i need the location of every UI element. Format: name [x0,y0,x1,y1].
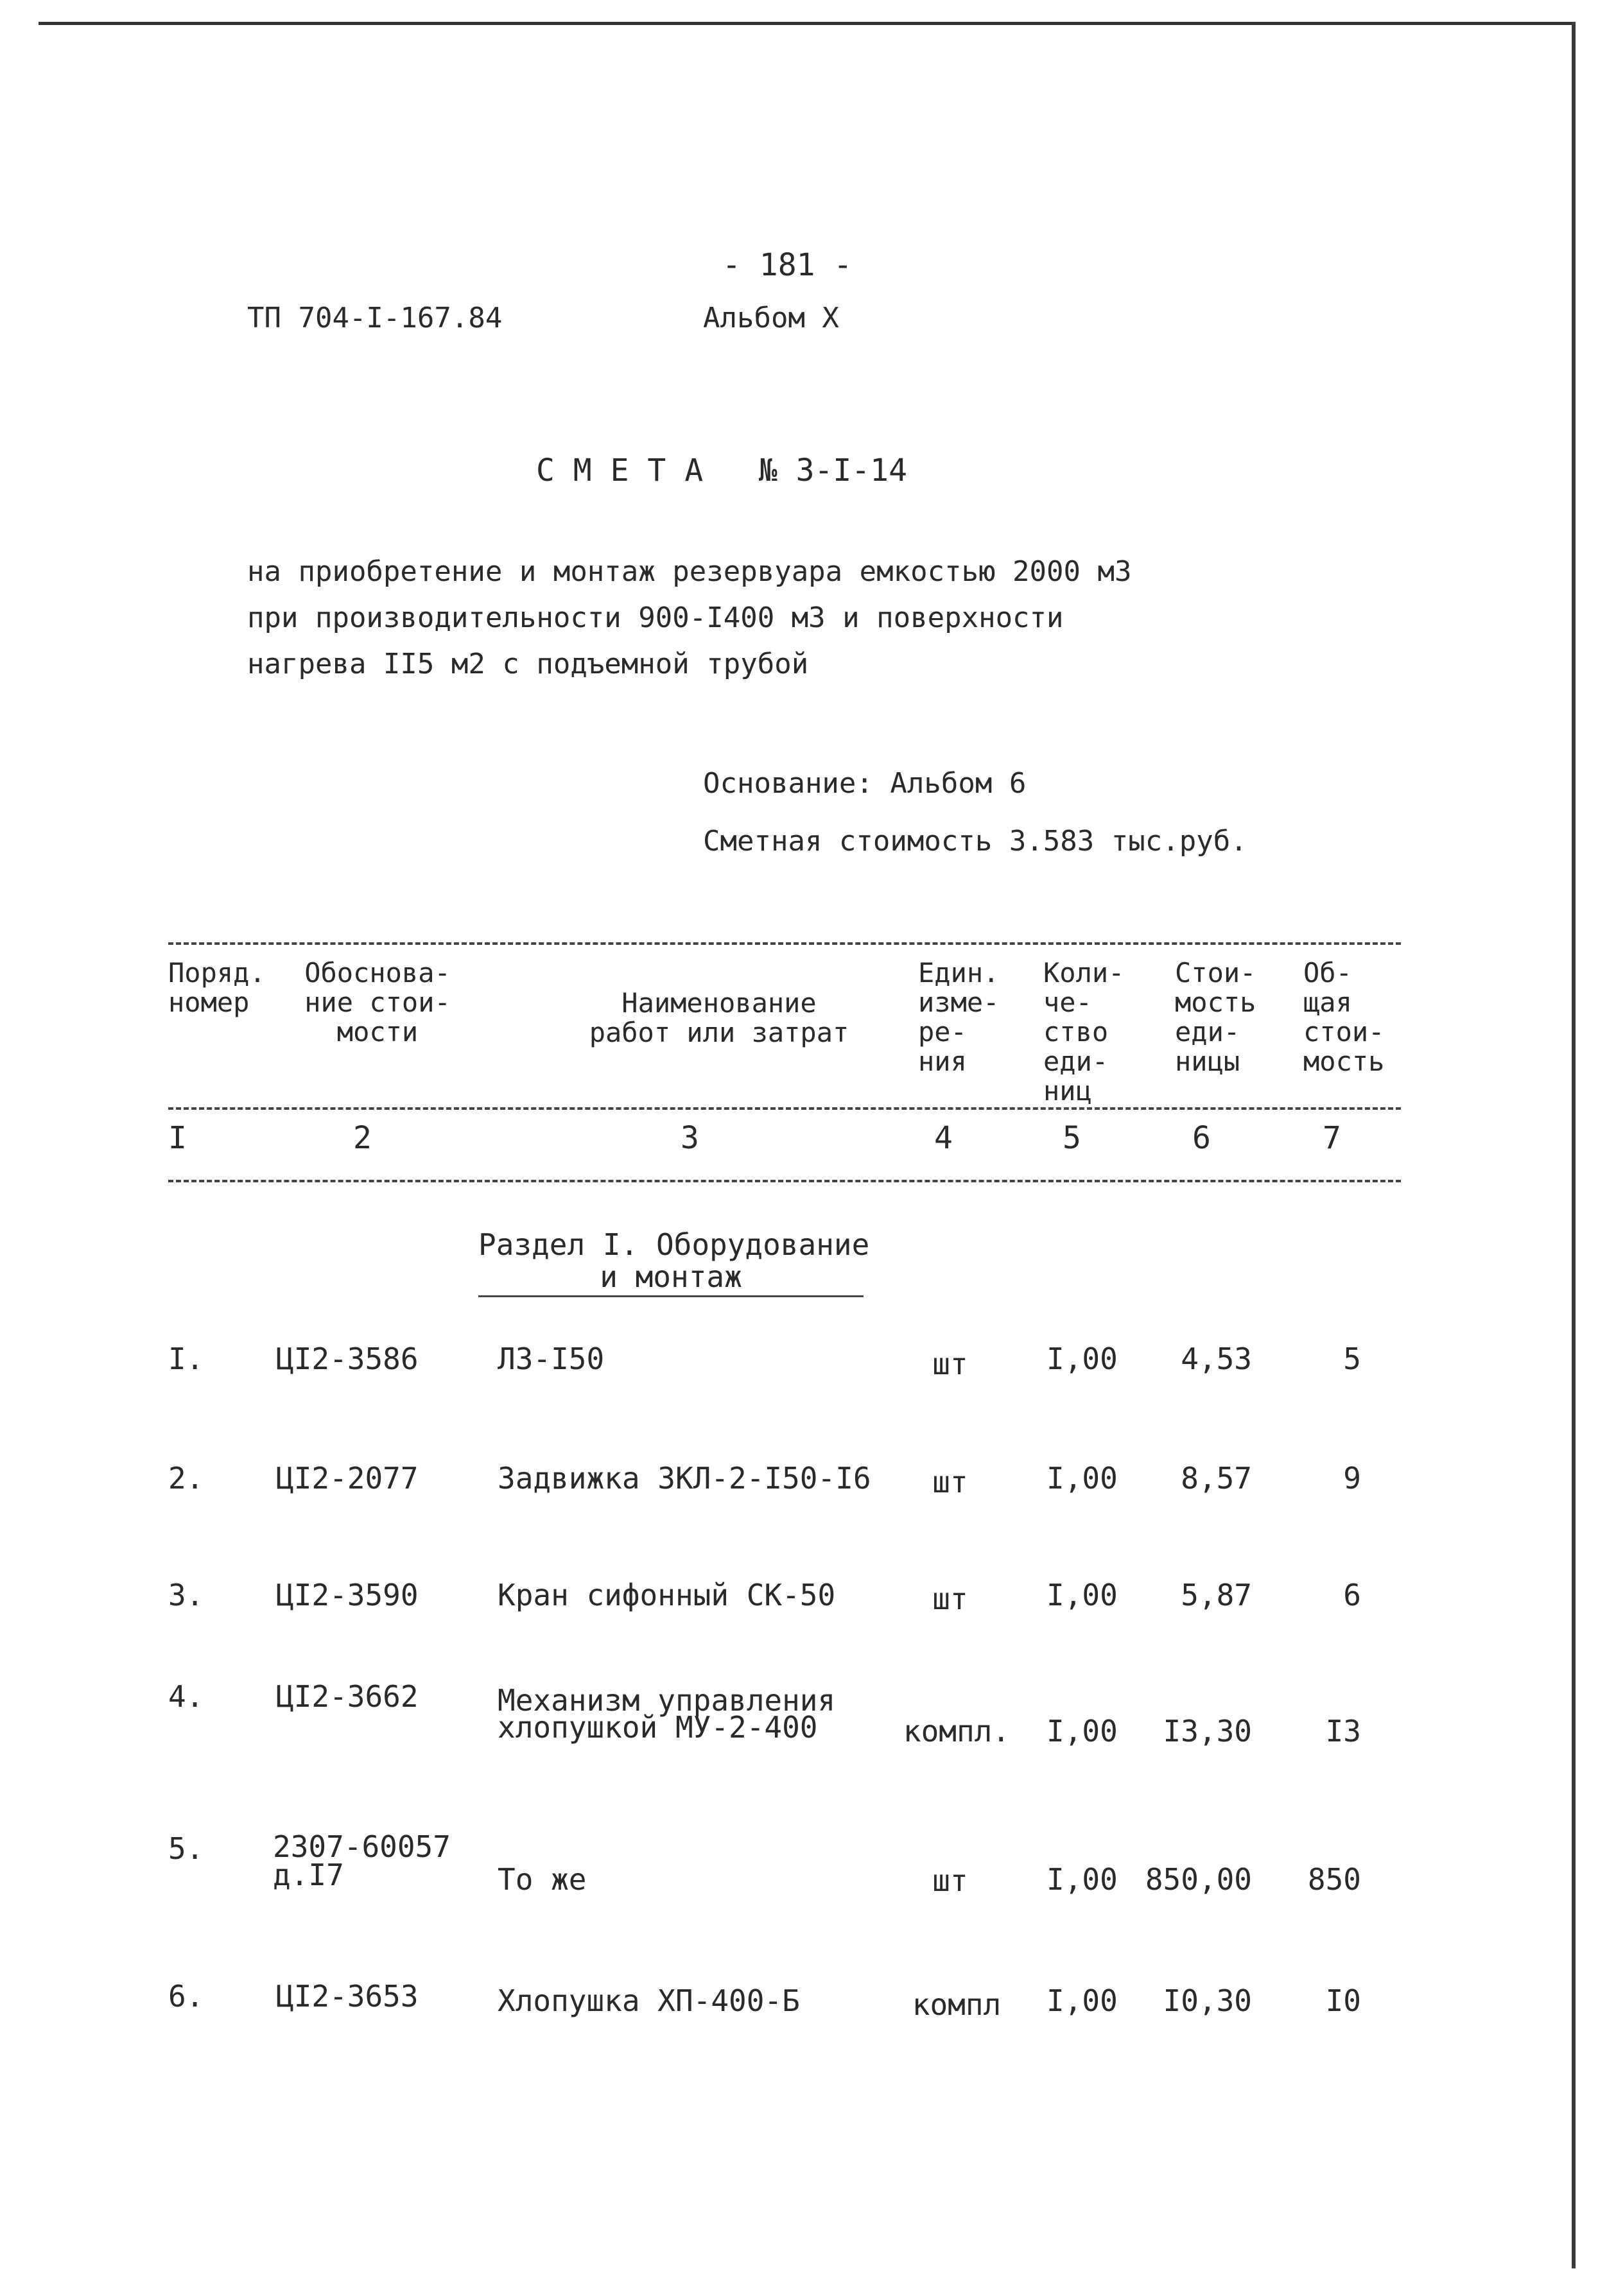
row-cost-basis: ЦI2-2077 [276,1461,419,1496]
page-number: - 181 - [722,247,853,283]
row-quantity: I,00 [1047,1983,1118,2018]
row-number: 2. [168,1461,204,1496]
row-total-cost: I3 [1325,1714,1361,1748]
row-cost-basis: ЦI2-3653 [276,1979,419,2014]
row-number: I. [168,1342,204,1376]
page-border-right [1572,22,1576,2268]
col-number-4: 4 [934,1120,953,1156]
col-number-2: 2 [353,1120,372,1156]
row-quantity: I,00 [1047,1342,1118,1376]
row-unit-cost: I3,30 [1163,1714,1252,1748]
row-work-name: Хлопушка ХП-400-Б [498,1983,800,2018]
row-unit: шт [932,1863,968,1898]
row-unit-cost: 5,87 [1181,1578,1252,1612]
row-quantity: I,00 [1047,1714,1118,1748]
row-work-name: Задвижка ЗКЛ-2-I50-I6 [498,1461,871,1496]
col-header-cost-basis: Обоснова- ние стои- мости [304,957,451,1048]
col-header-quantity: Коли- че- ство еди- ниц [1043,957,1125,1107]
col-header-order-number: Поряд. номер [168,957,266,1018]
row-number: 5. [168,1831,204,1866]
description-line-3: нагрева II5 м2 с подъемной трубой [247,648,809,680]
row-quantity: I,00 [1047,1578,1118,1612]
row-unit-cost: 8,57 [1181,1461,1252,1496]
page-border-top [39,22,1573,25]
table-rule-numbers-bottom [168,1180,1401,1182]
row-unit: шт [932,1582,968,1616]
description-line-1: на приобретение и монтаж резервуара емкостью 2000 м3 [247,555,1132,588]
row-total-cost: 850 [1307,1862,1361,1897]
col-number-7: 7 [1323,1120,1341,1156]
row-quantity: I,00 [1047,1461,1118,1496]
row-total-cost: I0 [1325,1983,1361,2018]
row-unit-cost: I0,30 [1163,1983,1252,2018]
row-number: 3. [168,1578,204,1612]
row-cost-basis: ЦI2-3590 [276,1578,419,1612]
col-header-work-name: Наименование работ или затрат [589,987,849,1048]
row-unit-cost: 850,00 [1145,1862,1252,1897]
estimate-heading: С М Е Т А № 3-I-14 [536,453,907,488]
row-cost-basis: 2307-60057 д.I7 [273,1829,451,1892]
cost-line: Сметная стоимость 3.583 тыс.руб. [703,825,1247,858]
doc-code: ТП 704-I-167.84 [247,302,503,334]
row-work-name: ЛЗ-I50 [498,1342,605,1376]
row-unit: компл [912,1987,1002,2022]
row-work-name: Кран сифонный СК-50 [498,1578,836,1612]
table-rule-header-bottom [168,1107,1401,1110]
row-unit: шт [932,1347,968,1381]
row-number: 6. [168,1979,204,2014]
col-header-unit: Един. изме- ре- ния [918,957,1000,1077]
col-number-1: I [168,1120,187,1156]
section-title-line-2: и монтаж [478,1259,864,1297]
col-header-unit-cost: Стои- мость еди- ницы [1175,957,1256,1077]
row-number: 4. [168,1679,204,1714]
description-line-2: при производительности 900-I400 м3 и поверхности [247,601,1064,634]
row-cost-basis: ЦI2-3586 [276,1342,419,1376]
row-quantity: I,00 [1047,1862,1118,1897]
row-work-name: То же [498,1862,587,1897]
table-rule-top [168,942,1401,945]
album-label: Альбом X [703,302,839,334]
col-header-total-cost: Об- щая стои- мость [1303,957,1385,1077]
col-number-5: 5 [1063,1120,1081,1156]
row-cost-basis: ЦI2-3662 [276,1679,419,1714]
col-number-6: 6 [1192,1120,1211,1156]
section-title-line-1: Раздел I. Оборудование [478,1227,870,1262]
row-unit: шт [932,1465,968,1499]
row-unit-cost: 4,53 [1181,1342,1252,1376]
row-total-cost: 5 [1343,1342,1361,1376]
row-total-cost: 6 [1343,1578,1361,1612]
basis-line: Основание: Альбом 6 [703,767,1027,800]
row-unit: компл. [903,1714,1011,1748]
col-number-3: 3 [681,1120,699,1156]
row-work-name: Механизм управления хлопушкой МУ-2-400 [498,1683,836,1745]
row-total-cost: 9 [1343,1461,1361,1496]
